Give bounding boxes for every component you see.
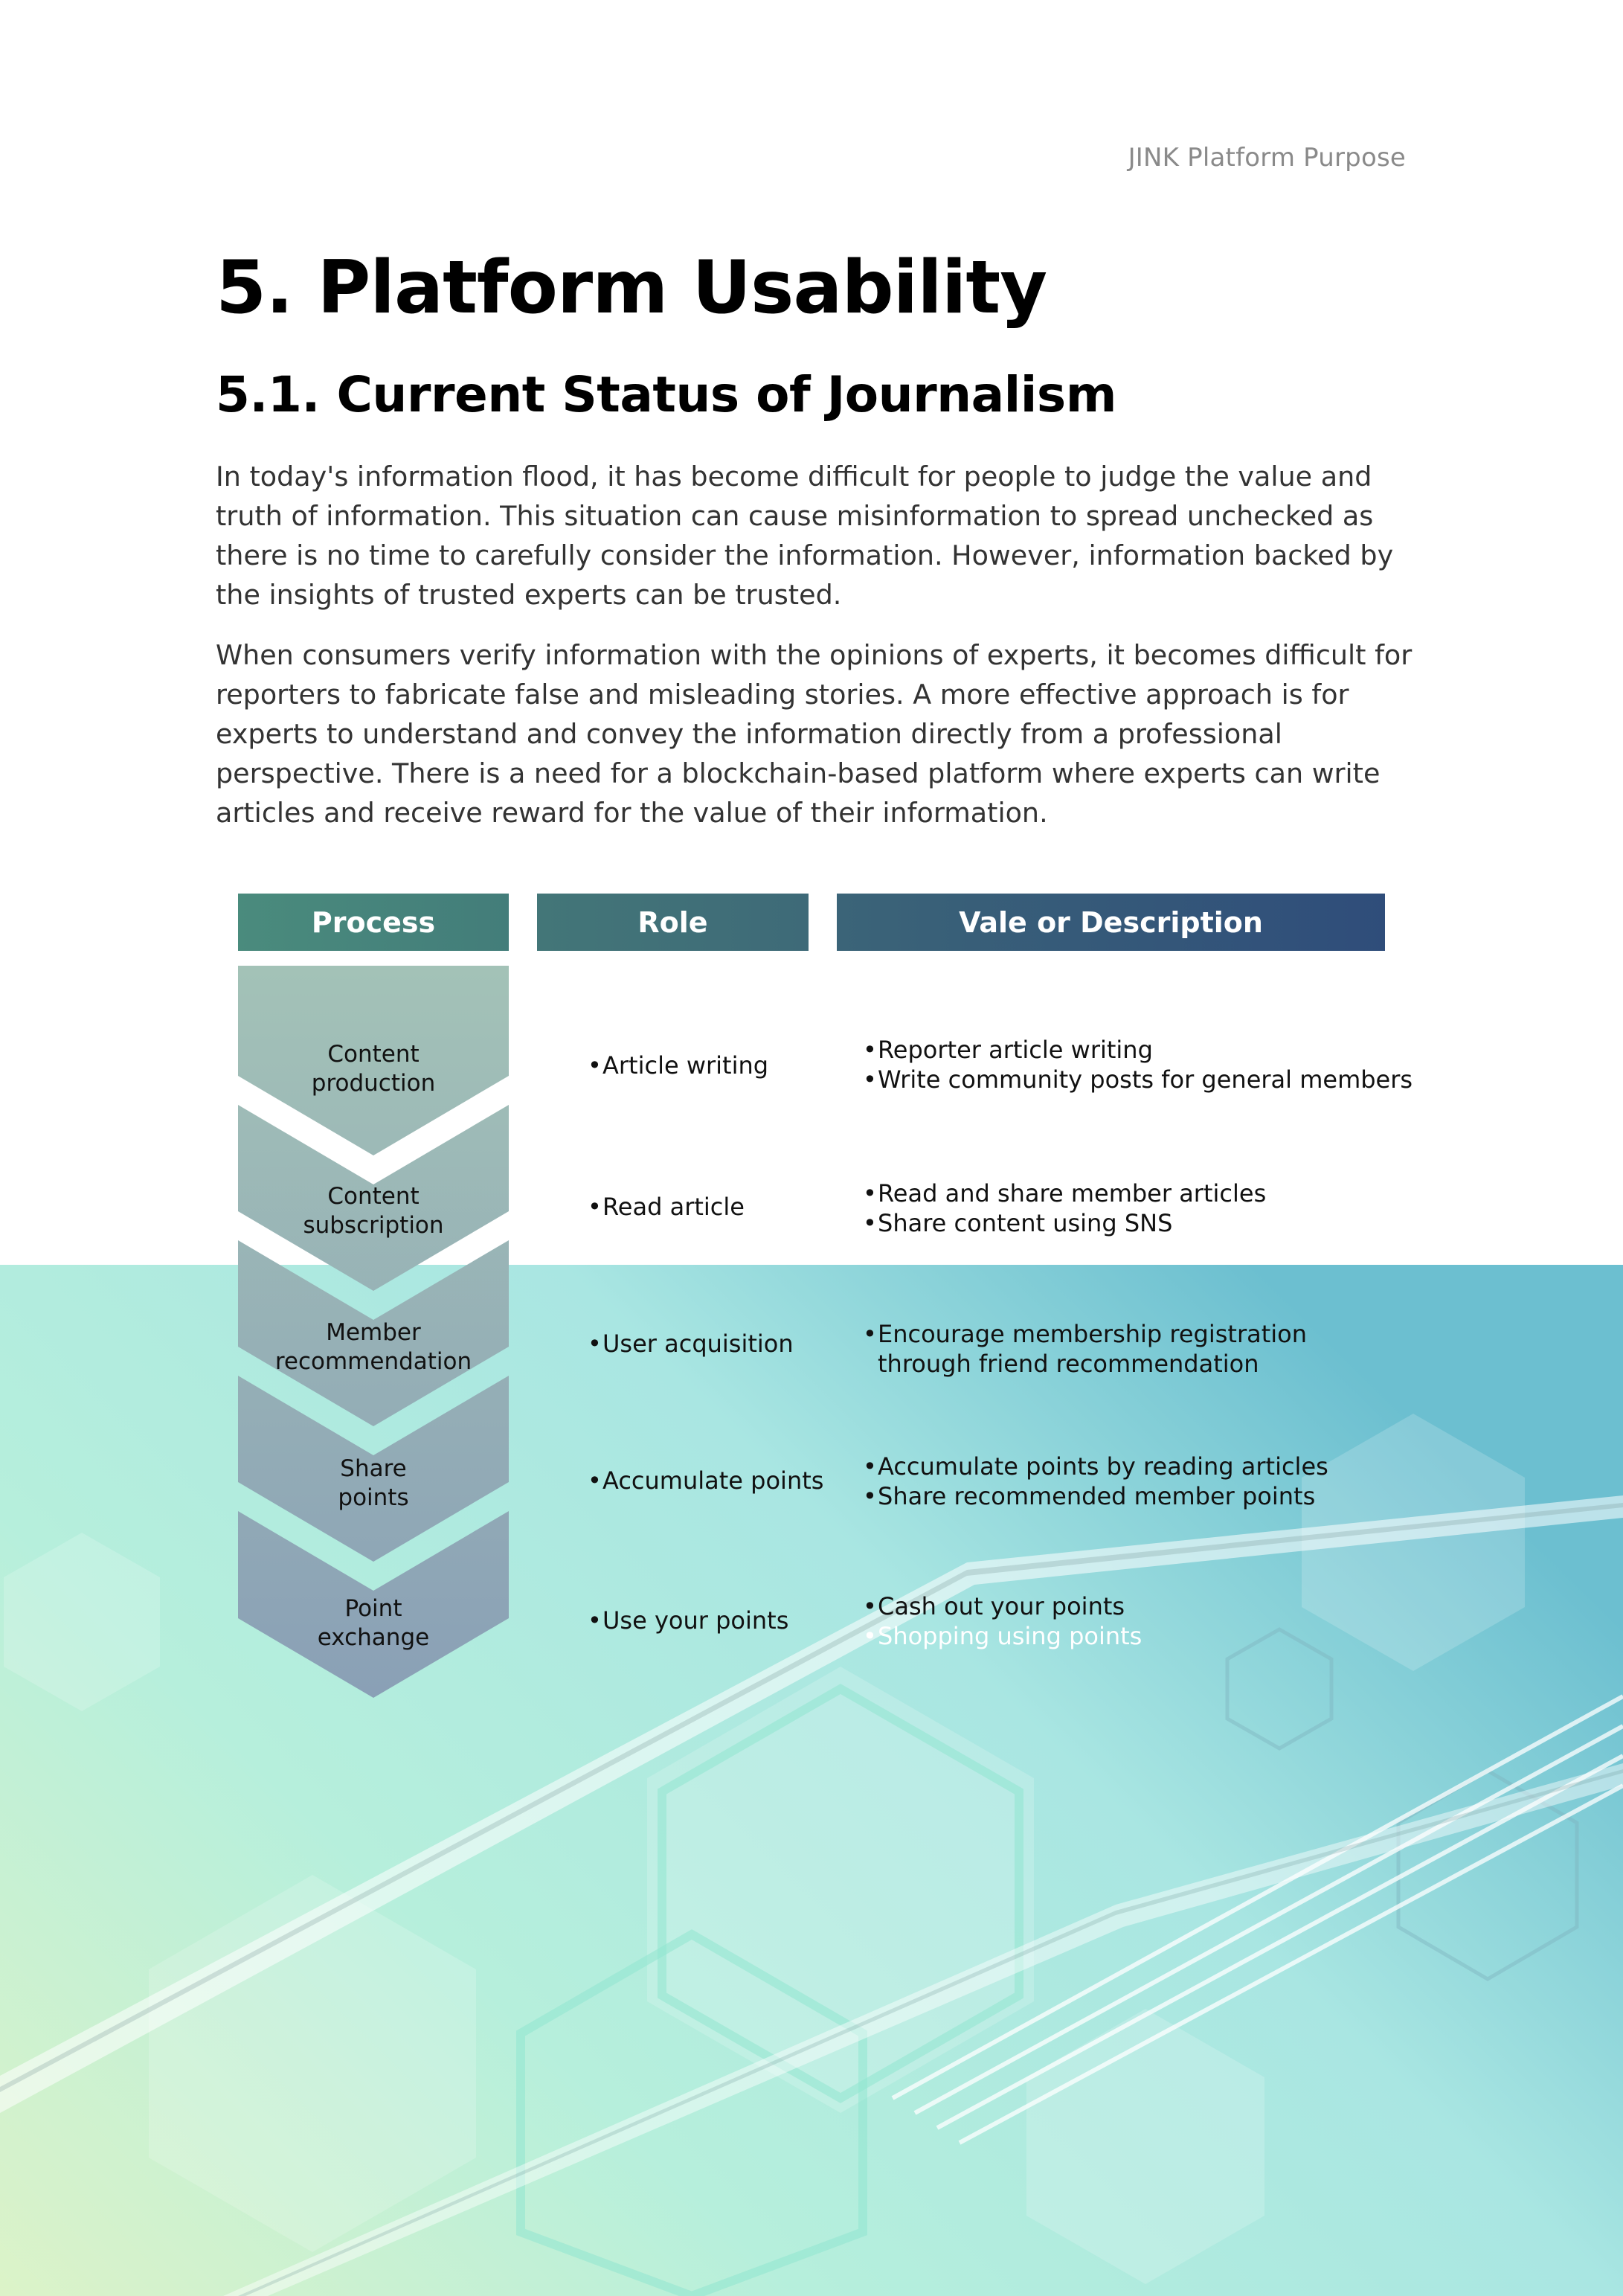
column-header-process: Process [238, 894, 509, 951]
role-item: • Read article [588, 1192, 745, 1222]
subsection-title: 5.1. Current Status of Journalism [216, 366, 1116, 423]
role-item: • Accumulate points [588, 1466, 823, 1495]
body-paragraph: In today's information flood, it has become difficult for people to judge the value and truth of information. This situation can cause misinformation to spread unchecked as there is no time to carefully consider the information. However, information backed by the insights of trusted experts can be trusted. [216, 461, 1394, 611]
running-header: JINK Platform Purpose [1128, 143, 1406, 173]
process-step-label: Share points [338, 1455, 409, 1511]
role-item: • Article writing [588, 1051, 768, 1080]
body-paragraph: When consumers verify information with the opinions of experts, it becomes difficult for reporters to fabricate false and misleading stories. A more effective approach is for experts to understand and convey the information directly from a professional perspective. There is a need for a blockchain-based platform where experts can write articles and receive reward for the value of their information. [216, 639, 1413, 829]
description-item: • Reporter article writing • Write community posts for general members [863, 1035, 1398, 1094]
process-step-label: Point exchange [317, 1595, 430, 1651]
column-header-description: Vale or Description [837, 894, 1385, 951]
role-item: • User acquisition [588, 1329, 794, 1359]
process-step-label: Member recommendation [274, 1319, 472, 1375]
process-step-label: Content production [311, 1041, 436, 1097]
description-item: • Accumulate points by reading articles • Share recommended member points [863, 1452, 1398, 1511]
section-title: 5. Platform Usability [216, 246, 1047, 330]
column-header-role: Role [537, 894, 809, 951]
description-item: • Cash out your points • Shopping using points [863, 1591, 1398, 1651]
role-item: • Use your points [588, 1606, 788, 1635]
description-item: • Encourage membership registration through friend recommendation [863, 1319, 1398, 1379]
process-step-label: Content subscription [303, 1183, 444, 1239]
description-item: • Read and share member articles • Share content using SNS [863, 1179, 1398, 1238]
